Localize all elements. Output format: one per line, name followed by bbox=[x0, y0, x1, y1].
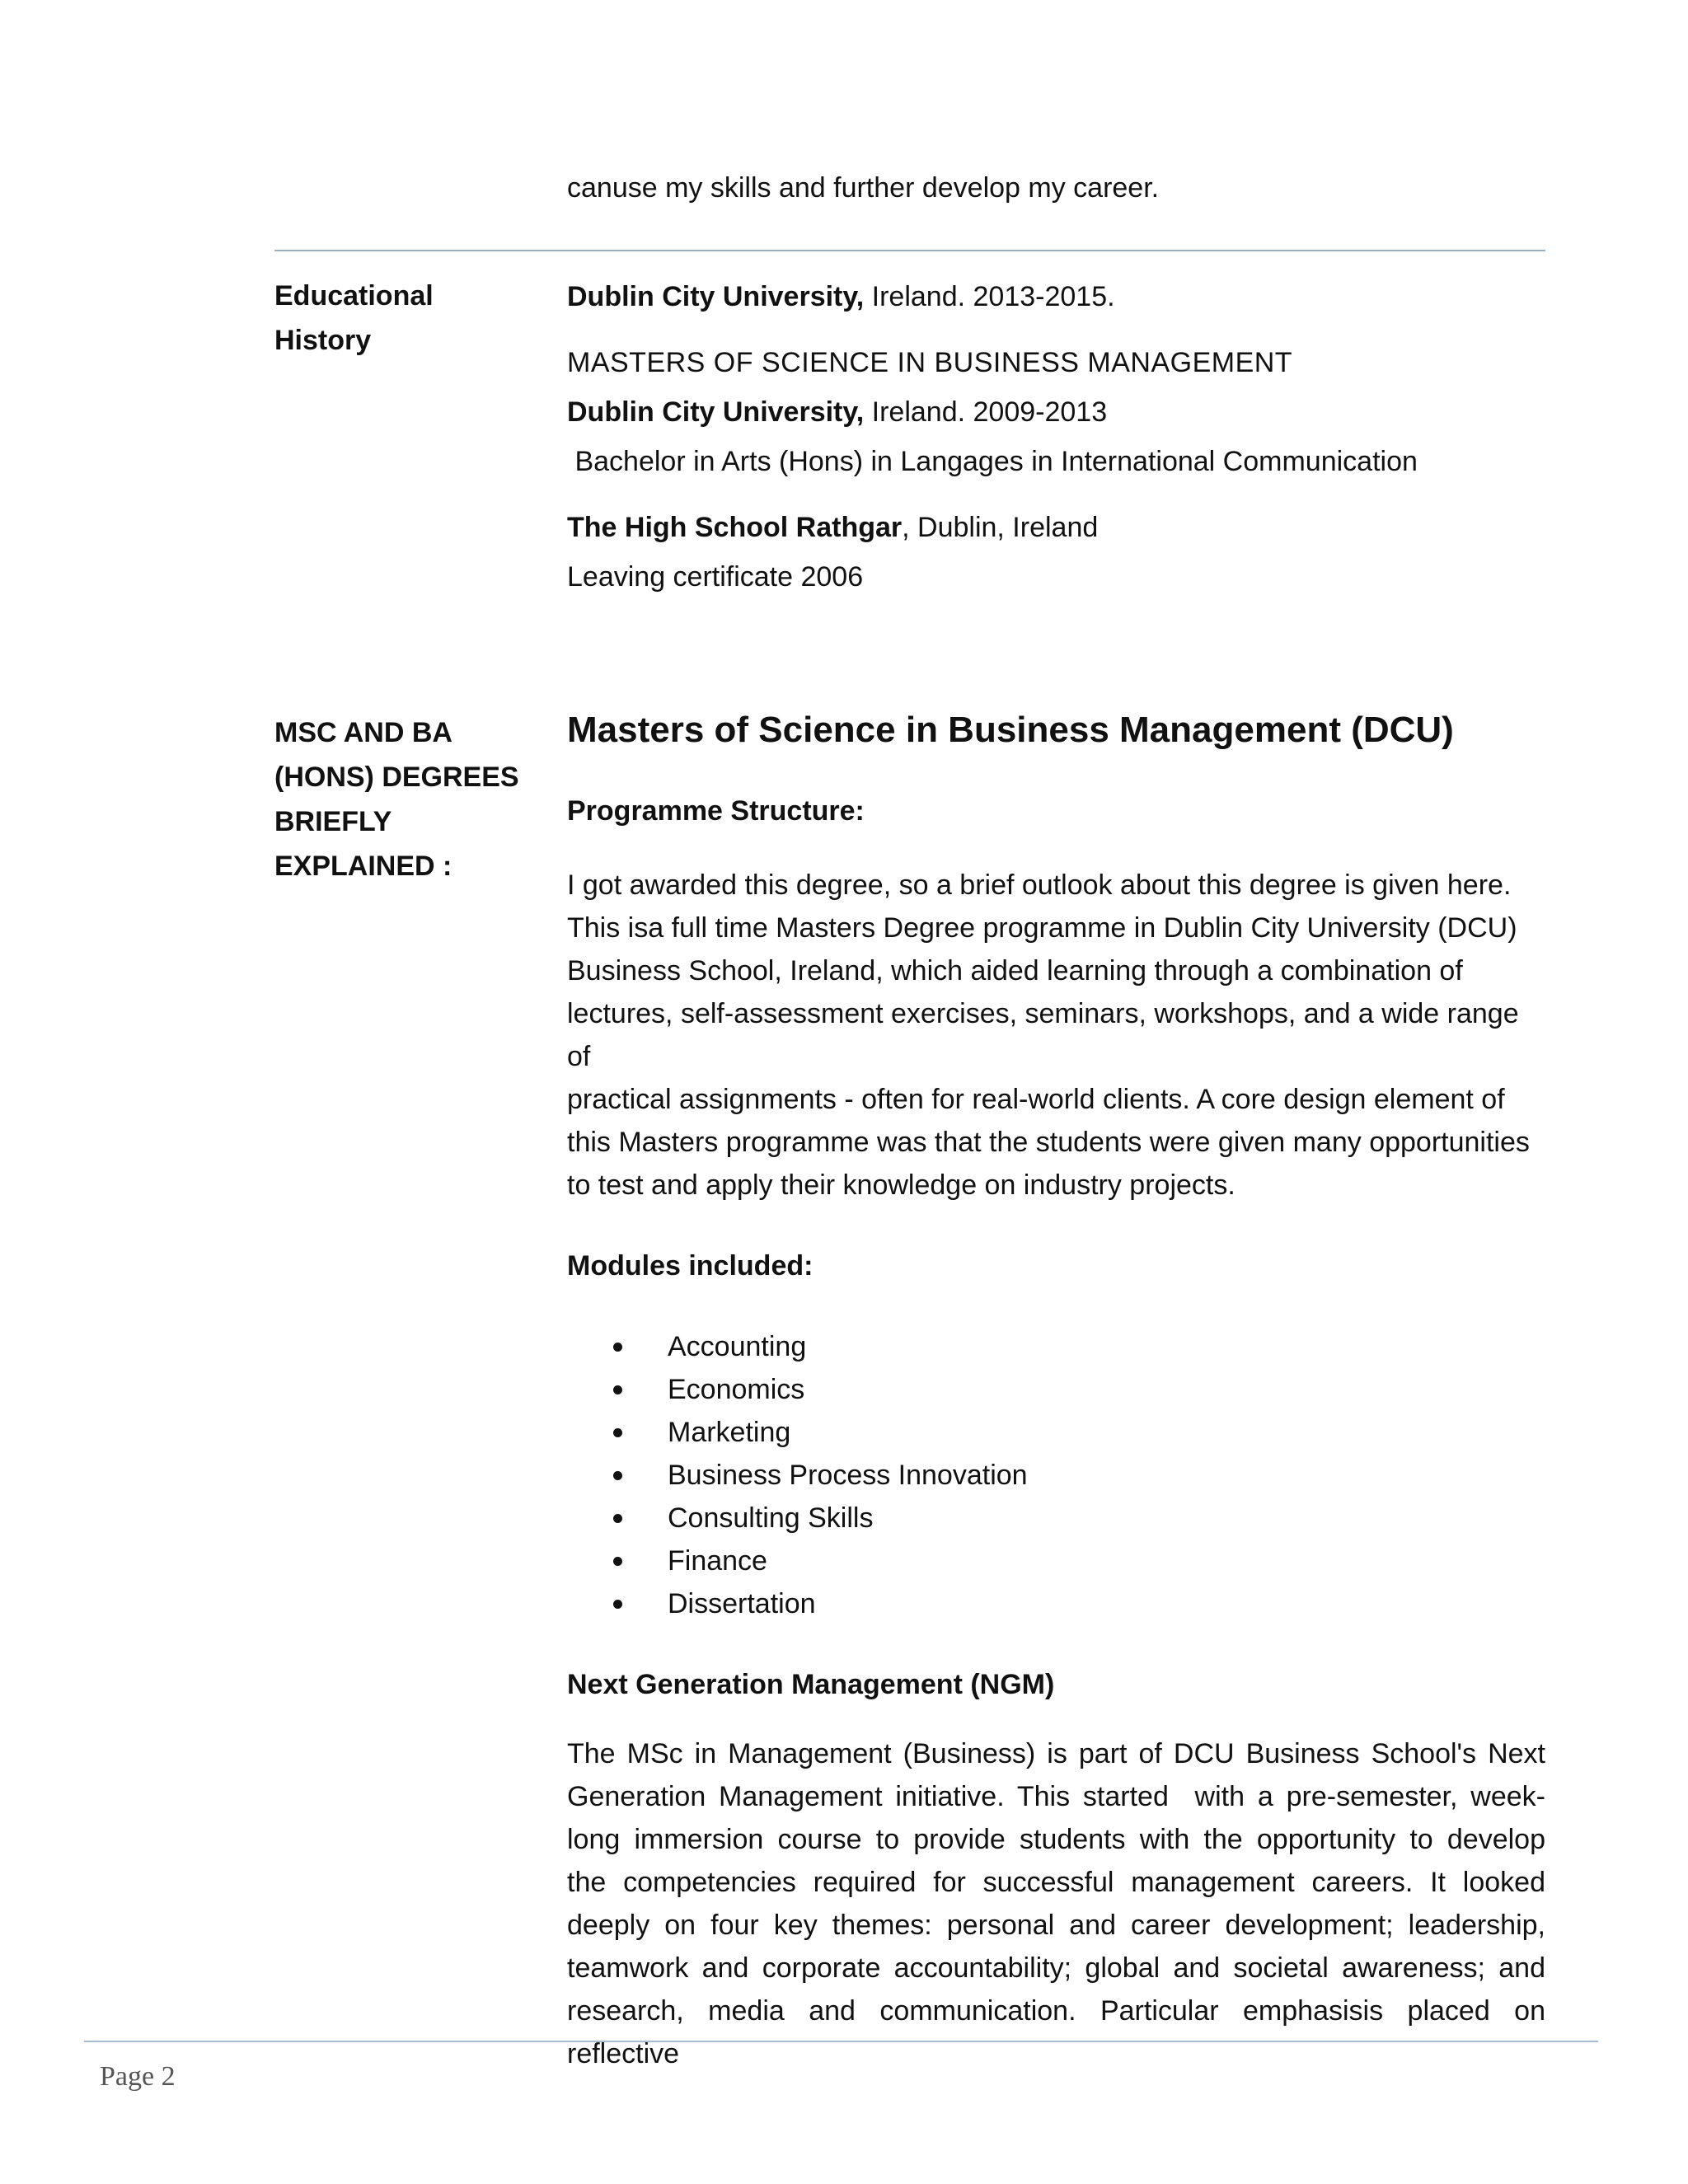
institution-name: The High School Rathgar bbox=[567, 512, 903, 543]
institution-details: Ireland. 2013-2015. bbox=[864, 281, 1115, 312]
paragraph-line: The MSc in Management (Business) is part of DCU Business School's Next bbox=[567, 1738, 1545, 1769]
degrees-label-line: BRIEFLY bbox=[274, 806, 392, 837]
degree-title: Masters of Science in Business Management (DCU) bbox=[567, 710, 1454, 750]
ngm-heading: Next Generation Management (NGM) bbox=[567, 1669, 1055, 1700]
paragraph-line: I got awarded this degree, so a brief outlook about this degree is given here. bbox=[567, 869, 1512, 901]
bullet-icon bbox=[613, 1557, 622, 1566]
module-name: Economics bbox=[668, 1374, 805, 1405]
institution-name: Dublin City University, bbox=[567, 281, 865, 312]
module-name: Accounting bbox=[668, 1331, 807, 1362]
education-degree-msc: MASTERS OF SCIENCE IN BUSINESS MANAGEMENT bbox=[567, 347, 1293, 378]
module-name: Marketing bbox=[668, 1417, 791, 1448]
modules-list bbox=[567, 1325, 1545, 1625]
list-item bbox=[567, 1325, 1545, 1368]
list-item bbox=[567, 1497, 1545, 1540]
education-entries bbox=[567, 272, 1545, 602]
bullet-icon bbox=[613, 1600, 622, 1609]
list-item bbox=[567, 1454, 1545, 1497]
bullet-icon bbox=[613, 1343, 622, 1352]
education-entry-dcu-msc bbox=[567, 272, 1545, 321]
education-degree-ba: Bachelor in Arts (Hons) in Langages in International Communication bbox=[567, 446, 1418, 477]
bullet-icon bbox=[613, 1514, 622, 1523]
institution-details: , Dublin, Ireland bbox=[902, 512, 1099, 543]
paragraph-line: teamwork and corporate accountability; global and societal awareness; and bbox=[567, 1952, 1545, 1984]
degrees-content bbox=[567, 705, 1545, 2075]
degrees-label-line: EXPLAINED : bbox=[274, 851, 452, 882]
bullet-icon bbox=[613, 1428, 622, 1437]
module-name: Finance bbox=[668, 1545, 767, 1577]
paragraph-line: Business School, Ireland, which aided learning through a combination of bbox=[567, 955, 1463, 987]
degrees-label-line: (HONS) DEGREES bbox=[274, 762, 519, 793]
ngm-text bbox=[567, 1732, 1545, 2075]
programme-structure-heading: Programme Structure: bbox=[567, 795, 865, 827]
education-entry-dcu-ba bbox=[567, 387, 1545, 437]
education-certificate: Leaving certificate 2006 bbox=[567, 561, 864, 593]
modules-heading: Modules included: bbox=[567, 1250, 814, 1282]
institution-details: Ireland. 2009-2013 bbox=[864, 396, 1108, 428]
footer-divider bbox=[84, 2041, 1598, 2042]
paragraph-line: to test and apply their knowledge on industry projects. bbox=[567, 1169, 1236, 1201]
education-section-label bbox=[274, 274, 522, 363]
paragraph-line: lectures, self-assessment exercises, seminars, workshops, and a wide range of bbox=[567, 998, 1519, 1072]
bullet-icon bbox=[613, 1471, 622, 1480]
list-item bbox=[567, 1411, 1545, 1454]
paragraph-line: This isa full time Masters Degree programme in Dublin City University (DCU) bbox=[567, 912, 1517, 944]
education-entry-high-school bbox=[567, 503, 1545, 552]
degrees-label-line: MSC AND BA bbox=[274, 717, 452, 748]
institution-name: Dublin City University, bbox=[567, 396, 865, 428]
paragraph-line: Generation Management initiative. This started with a pre-semester, week- bbox=[567, 1781, 1545, 1812]
module-name: Business Process Innovation bbox=[668, 1460, 1028, 1491]
page-number: Page 2 bbox=[100, 2061, 176, 2092]
education-label-line: History bbox=[274, 325, 372, 356]
module-name: Consulting Skills bbox=[668, 1502, 874, 1534]
list-item bbox=[567, 1540, 1545, 1582]
paragraph-line: practical assignments - often for real-world clients. A core design element of bbox=[567, 1084, 1505, 1115]
paragraph-line: the competencies required for successful management careers. It looked bbox=[567, 1867, 1545, 1898]
paragraph-line: this Masters programme was that the students were given many opportunities bbox=[567, 1127, 1530, 1158]
bullet-icon bbox=[613, 1385, 622, 1394]
paragraph-line: research, media and communication. Particular emphasisis placed on reflective bbox=[567, 1995, 1545, 2069]
intro-text: canuse my skills and further develop my career. bbox=[567, 172, 1160, 204]
programme-structure-text bbox=[567, 864, 1545, 1207]
paragraph-line: long immersion course to provide students with the opportunity to develop bbox=[567, 1824, 1545, 1855]
module-name: Dissertation bbox=[668, 1588, 816, 1619]
list-item bbox=[567, 1582, 1545, 1625]
list-item bbox=[567, 1368, 1545, 1411]
section-divider bbox=[274, 250, 1545, 251]
education-label-line: Educational bbox=[274, 280, 434, 312]
degrees-section-label bbox=[274, 710, 522, 888]
paragraph-line: deeply on four key themes: personal and career development; leadership, bbox=[567, 1910, 1545, 1941]
